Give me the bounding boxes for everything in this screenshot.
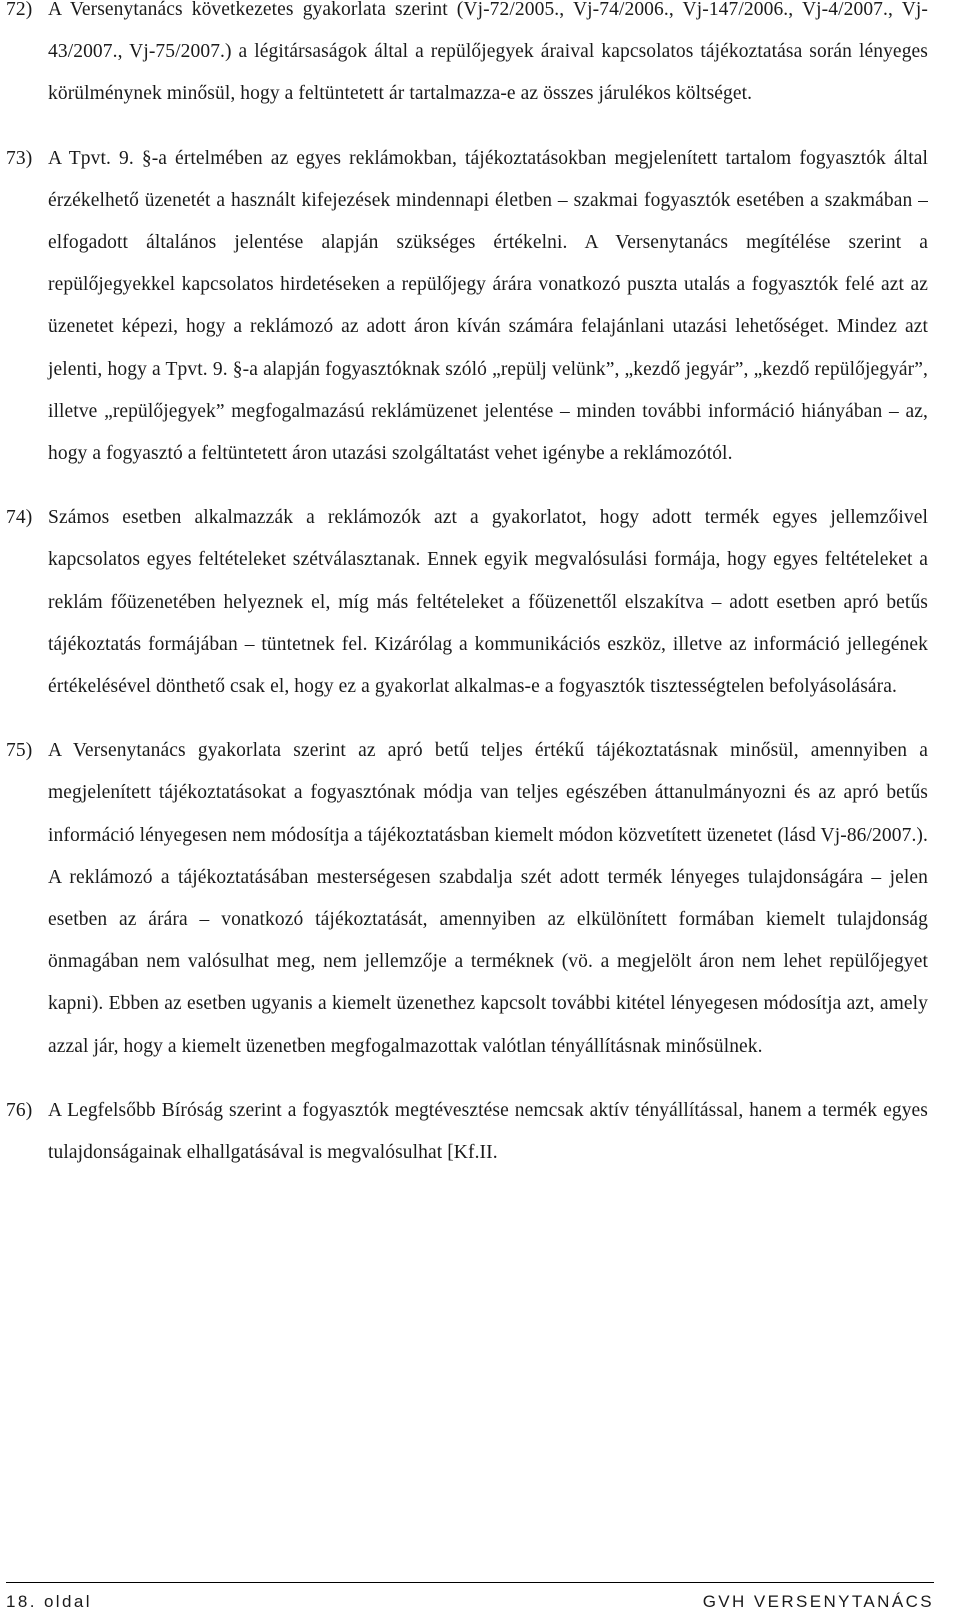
- footer-organization: GVH VERSENYTANÁCS: [702, 1592, 934, 1611]
- paragraph-text: A Legfelsőbb Bíróság szerint a fogyasztók megtévesztése nemcsak aktív tényállítással, hanem a termék egyes tulajdonságainak elhallgatásával is megvalósulhat [Kf.II.: [48, 1099, 928, 1164]
- paragraph-number: 72): [6, 0, 33, 20]
- paragraph-73: [0, 138, 960, 476]
- paragraph-text: A Tpvt. 9. §-a értelmében az egyes reklámokban, tájékoztatásokban megjelenített tartalom fogyasztók által érzékelhető üzenetét a használt kifejezések mindennapi életben – szakmai fogyasztók esetében a szakmában – elfogadott általános jelentése alapján szükséges értékelni. A Versenytanács megítélése szerint a repülőjegyekkel kapcsolatos hirdetéseken a repülőjegy árára vonatkozó puszta utalás a fogyasztók felé azt az üzenetet képezi, hogy a reklámozó az adott áron kíván számára felajánlani utazási lehetőséget. Mindez azt jelenti, hogy a Tpvt. 9. §-a alapján fogyasztóknak szóló „repülj velünk”, „kezdő jegyár”, „kezdő repülőjegyár”, illetve „repülőjegyek” megfogalmazású reklámüzenet jelentése – minden további információ hiányában – az, hogy a fogyasztó a feltüntetett áron utazási szolgáltatást vehet igénybe a reklámozótól.: [48, 147, 928, 465]
- paragraph-number: 73): [6, 147, 33, 169]
- paragraph-74: [0, 497, 960, 708]
- page-footer: [6, 1592, 934, 1612]
- paragraph-spacer: [0, 116, 960, 138]
- paragraph-spacer: [0, 708, 960, 730]
- footer-divider: [6, 1582, 934, 1583]
- paragraph-text: A Versenytanács gyakorlata szerint az apró betű teljes értékű tájékoztatásnak minősül, amennyiben a megjelenített tájékoztatásokat a fogyasztónak módja van teljes egészében áttanulmányozni és az apró betűs információ lényegesen nem módosítja a tájékoztatásban kiemelt módon közvetített üzenetet (lásd Vj-86/2007.). A reklámozó a tájékoztatásában mesterségesen szabdalja szét adott termék lényeges tulajdonságára – jelen esetben az árára – vonatkozó tájékoztatását, amennyiben az elkülönített formában kiemelt tulajdonság önmagában nem valósulhat meg, nem jellemzője a terméknek (vö. a megjelölt áron nem lehet repülőjegyet kapni). Ebben az esetben ugyanis a kiemelt üzenethez kapcsolt további kitétel lényegesen módosítja azt, amely azzal jár, hogy a kiemelt üzenetben megfogalmazottak valótlan tényállításnak minősülnek.: [48, 740, 928, 1057]
- paragraph-72: [0, 0, 960, 116]
- paragraph-number: 76): [6, 1099, 33, 1121]
- page-number: 18. oldal: [6, 1592, 92, 1611]
- paragraph-text: Számos esetben alkalmazzák a reklámozók azt a gyakorlatot, hogy adott termék egyes jellemzőivel kapcsolatos egyes feltételeket szétválasztanak. Ennek egyik megvalósulási formája, hogy egyes feltételeket a reklám főüzenetében helyeznek el, míg más feltételeket a főüzenettől elszakítva – adott esetben apró betűs tájékoztatás formájában – tüntetnek fel. Kizárólag a kommunikációs eszköz, illetve az információ jellegének értékelésével dönthető csak el, hogy ez a gyakorlat alkalmas-e a fogyasztók tisztességtelen befolyásolására.: [48, 507, 928, 698]
- paragraph-number: 75): [6, 740, 33, 762]
- paragraph-text: A Versenytanács következetes gyakorlata szerint (Vj-72/2005., Vj-74/2006., Vj-147/2006., Vj-4/2007., Vj-43/2007., Vj-75/2007.) a légitársaságok által a repülőjegyek áraival kapcsolatos tájékoztatása során lényeges körülménynek minősül, hogy a feltüntetett ár tartalmazza-e az összes járulékos költséget.: [48, 0, 928, 105]
- paragraph-spacer: [0, 1068, 960, 1090]
- paragraph-number: 74): [6, 507, 33, 529]
- paragraph-75: [0, 730, 960, 1068]
- paragraph-spacer: [0, 475, 960, 497]
- paragraph-76: [0, 1090, 960, 1174]
